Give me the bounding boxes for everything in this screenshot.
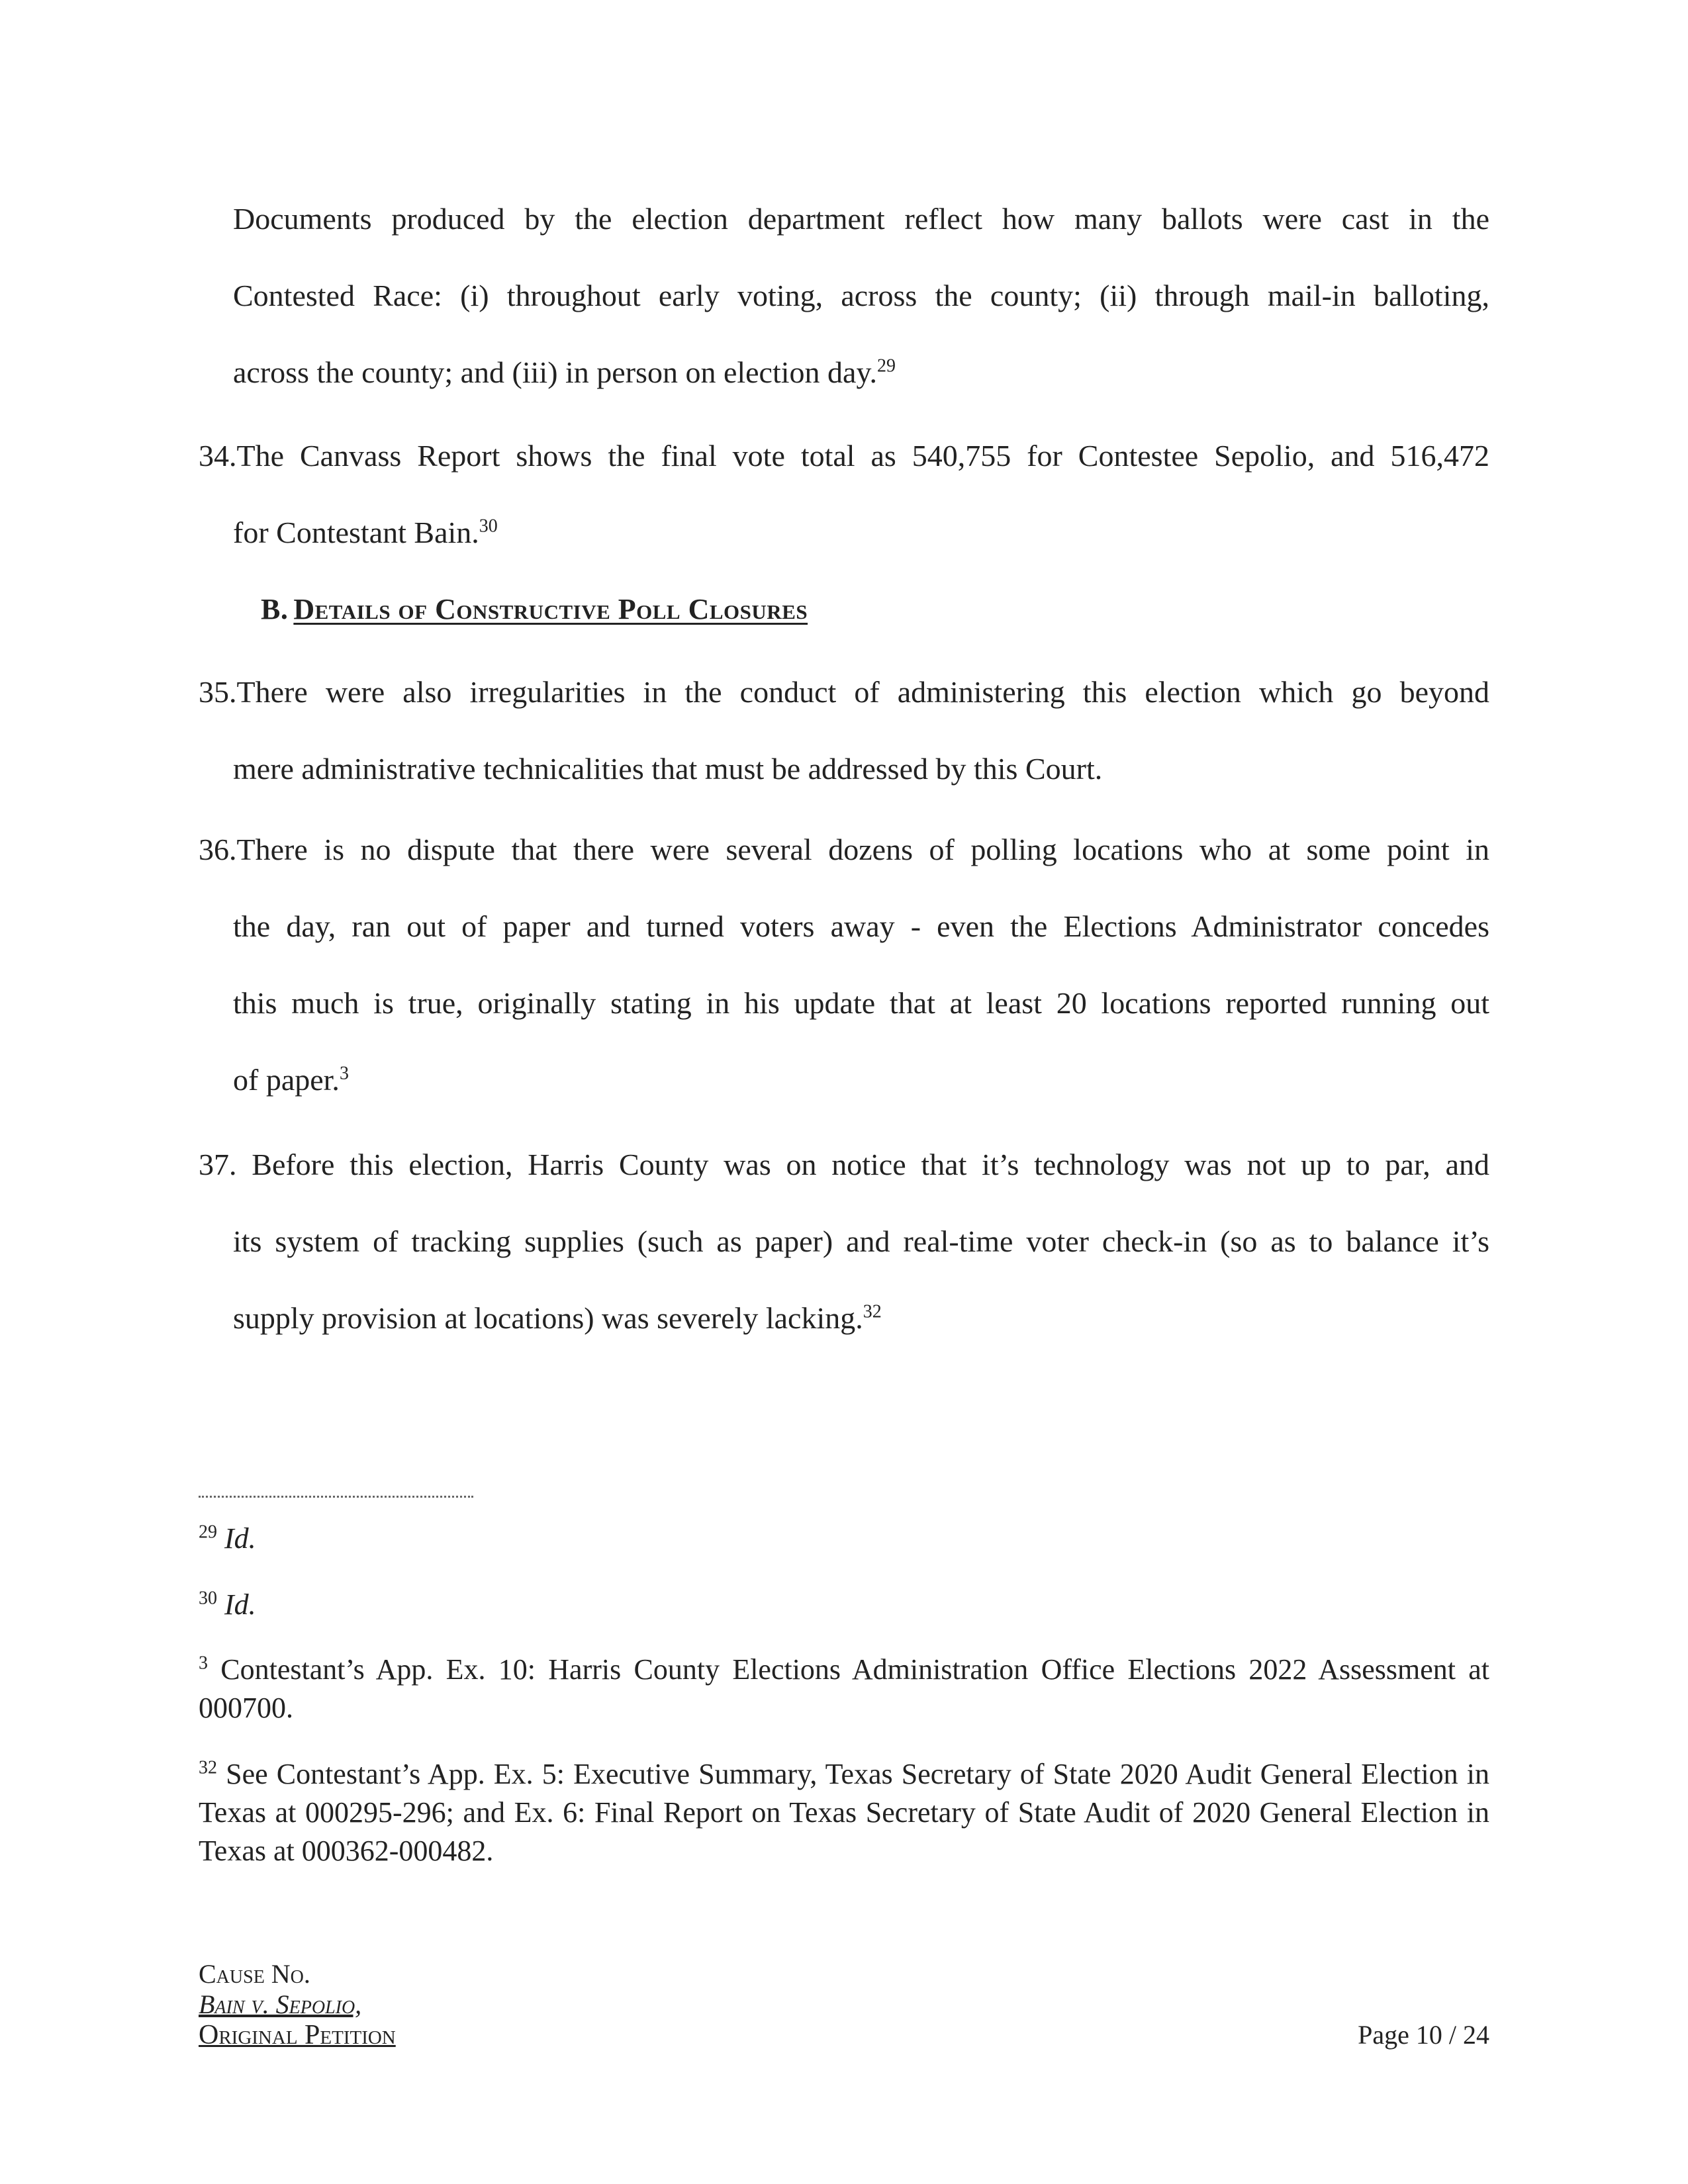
footnote-32	[199, 1755, 1489, 1870]
document-title: Original Petition	[199, 2020, 396, 2050]
section-subheading	[261, 592, 808, 626]
footnote-30	[199, 1586, 1489, 1624]
paragraph-35	[199, 654, 1489, 807]
body-line: its system of tracking supplies (such as paper) and real-time voter check-in (so as to balance it’s	[233, 1224, 1489, 1258]
body-line-text: for Contestant Bain.	[233, 516, 479, 549]
body-line	[199, 1042, 1489, 1118]
footnote-3	[199, 1651, 1489, 1727]
body-line-text: supply provision at locations) was severely lacking.	[233, 1301, 863, 1335]
footnote-ref[interactable]: 3	[339, 1063, 349, 1084]
paragraph-34	[199, 418, 1489, 571]
footnote-ref[interactable]: 29	[876, 355, 896, 377]
footnote-ref[interactable]: 32	[863, 1301, 882, 1322]
page-number: Page 10 / 24	[1358, 2020, 1489, 2050]
body-line: 36.There is no dispute that there were several dozens of polling locations who at some point in	[199, 833, 1489, 866]
footnote-number: 29	[199, 1522, 217, 1543]
body-line-text: of paper.	[233, 1063, 340, 1097]
cause-number: Cause No.	[199, 1959, 310, 1989]
footnote-ref[interactable]: 30	[479, 516, 498, 537]
body-line: 37. Before this election, Harris County was on notice that it’s technology was not up to par, and	[199, 1148, 1489, 1181]
body-line: 34.The Canvass Report shows the final vote total as 540,755 for Contestee Sepolio, and 516,472	[199, 439, 1489, 473]
footnote-text: Id.	[224, 1522, 256, 1555]
footnote-text: Id.	[224, 1588, 256, 1621]
body-line	[199, 334, 1489, 411]
body-line	[199, 1280, 1489, 1357]
body-line-text: across the county; and (iii) in person on election day.	[233, 355, 877, 389]
footnote-separator	[199, 1496, 473, 1498]
footnote-29	[199, 1520, 1489, 1558]
footer-case-info	[199, 1959, 396, 2050]
body-line: Contested Race: (i) throughout early voting, across the county; (ii) through mail-in balloting,	[233, 279, 1489, 312]
paragraph-37	[199, 1126, 1489, 1357]
footnote-number: 32	[199, 1757, 217, 1778]
body-line: Documents produced by the election department reflect how many ballots were cast in the	[233, 202, 1489, 236]
case-name: Bain v. Sepolio,	[199, 1989, 362, 2019]
body-line: the day, ran out of paper and turned voters away - even the Elections Administrator concedes	[233, 909, 1489, 943]
body-line: 35.There were also irregularities in the conduct of administering this election which go beyond	[199, 675, 1489, 709]
body-line: mere administrative technicalities that must be addressed by this Court.	[233, 752, 1103, 786]
body-line: this much is true, originally stating in his update that at least 20 locations reported running out	[233, 986, 1489, 1020]
footnote-number: 3	[199, 1653, 208, 1674]
footnote-number: 30	[199, 1588, 217, 1609]
subheading-number: B.	[261, 593, 289, 625]
footnote-text: Contestant’s App. Ex. 10: Harris County Elections Administration Office Elections 2022 Assessment at 000700.	[199, 1653, 1489, 1724]
paragraph-36	[199, 811, 1489, 1118]
body-line	[199, 494, 1489, 571]
paragraph-33-continuation	[199, 181, 1489, 411]
subheading-title: Details of Constructive Poll Closures	[293, 593, 808, 625]
footnote-text: See Contestant’s App. Ex. 5: Executive Summary, Texas Secretary of State 2020 Audit General Election in Texas at 000295-296; and Ex. 6: Final Report on Texas Secretary of State Audit of 2020 General Election in Texas at 000362-000482.	[199, 1758, 1489, 1867]
